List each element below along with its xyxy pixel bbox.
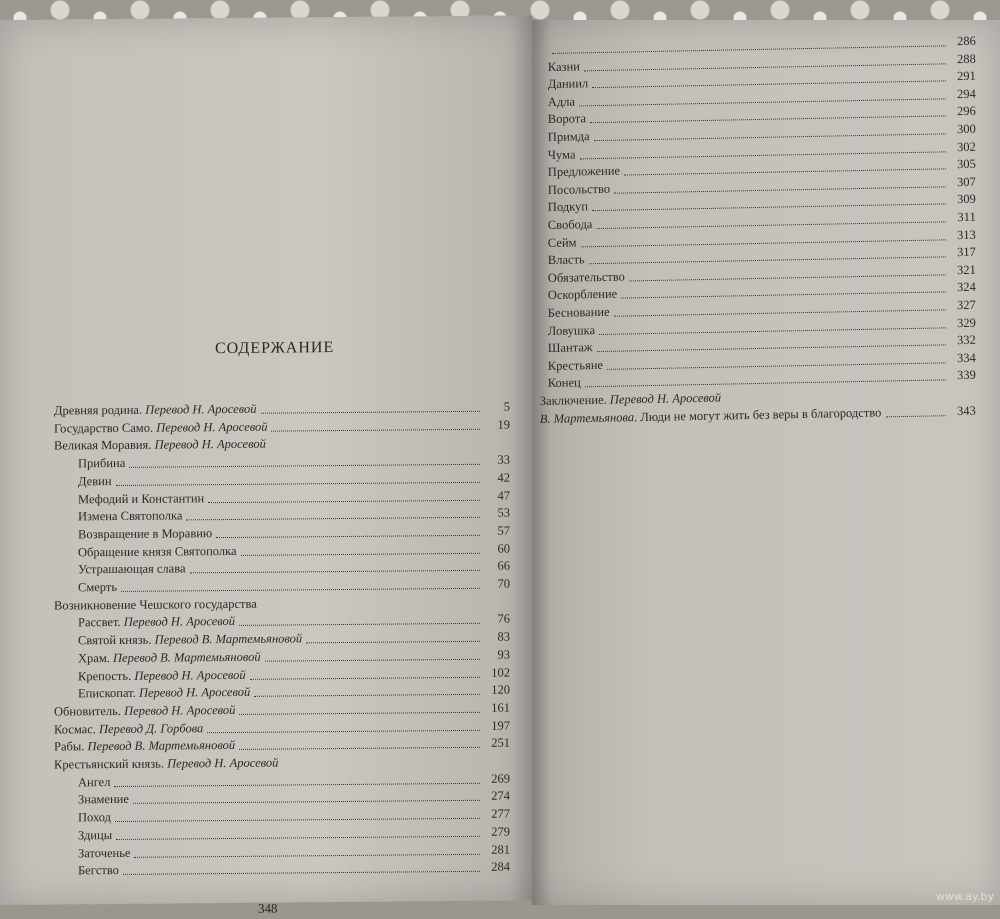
toc-leader-dots — [114, 781, 480, 786]
toc-chapter-name: Храм. — [78, 651, 113, 665]
toc-page-number: 281 — [484, 842, 510, 857]
toc-page-number: 161 — [484, 700, 510, 715]
toc-entry — [78, 470, 510, 489]
toc-entry-title — [78, 580, 117, 595]
toc-leader-dots — [885, 414, 945, 417]
toc-page-number: 277 — [484, 807, 510, 822]
toc-leader-dots — [596, 220, 945, 229]
toc-translator: В. Мартемьянова — [540, 410, 635, 426]
watermark: www.ay.by — [936, 890, 994, 903]
toc-entry — [78, 630, 510, 649]
right-page — [532, 20, 1000, 905]
toc-chapter-name: Примда — [548, 129, 590, 144]
toc-entry — [78, 488, 510, 507]
toc-leader-dots — [614, 185, 946, 193]
toc-chapter-name: Поход — [78, 810, 111, 824]
toc-translator: Перевод Н. Аросевой — [124, 614, 235, 629]
toc-translator: Перевод Н. Аросевой — [134, 667, 245, 682]
toc-chapter-name: Смерть — [78, 580, 117, 594]
toc-entry-title — [54, 703, 235, 720]
toc-entry-title — [548, 76, 589, 92]
toc-leader-dots — [241, 551, 480, 555]
toc-chapter-name: Космас. — [54, 722, 99, 736]
toc-entry — [78, 789, 510, 808]
toc-entry-title — [54, 721, 203, 737]
toc-entry-title — [548, 59, 580, 75]
toc-translator: Перевод Н. Аросевой — [139, 685, 250, 700]
toc-entry — [78, 807, 510, 826]
toc-entry — [54, 435, 510, 454]
toc-page-number: 327 — [950, 298, 976, 313]
toc-leader-dots — [624, 168, 946, 176]
toc-chapter-name: Возвращение в Моравию — [78, 526, 212, 541]
toc-chapter-name: Власть — [548, 252, 585, 267]
toc-entry-title — [78, 845, 130, 860]
toc-leader-dots — [725, 397, 946, 402]
toc-chapter-name: Беснование — [548, 305, 610, 320]
toc-chapter-name: Рабы. — [54, 740, 88, 754]
toc-chapter-name: Древняя родина. — [54, 403, 145, 418]
toc-leader-dots — [306, 640, 480, 644]
toc-translator: Перевод В. Мартемьяновой — [113, 650, 261, 665]
toc-chapter-name: Ворота — [548, 112, 586, 127]
toc-page-number: 251 — [484, 736, 510, 751]
toc-chapter-name: Бегство — [78, 863, 119, 877]
toc-entry — [78, 665, 510, 684]
toc-chapter-name: Заключение. — [540, 393, 610, 408]
toc-entry — [78, 612, 510, 631]
toc-leader-dots — [589, 256, 946, 265]
toc-entry-title — [78, 614, 235, 630]
toc-page-number: 300 — [950, 122, 976, 137]
toc-page-number: 329 — [950, 315, 976, 330]
toc-entry-title — [54, 437, 266, 454]
toc-leader-dots — [116, 481, 480, 486]
toc-entry-title — [78, 631, 302, 648]
toc-translator: Перевод Н. Аросевой — [167, 756, 278, 771]
toc-entry-title — [78, 685, 250, 702]
toc-chapter-name: Возникновение Чешского государства — [54, 596, 257, 612]
toc-page-number: 60 — [484, 541, 510, 556]
toc-entry-title — [548, 340, 593, 356]
toc-entry-title — [78, 526, 212, 542]
toc-entry — [54, 754, 510, 773]
toc-page-number: 57 — [484, 523, 510, 538]
toc-entry-title — [540, 391, 722, 409]
toc-entry-title — [548, 200, 588, 216]
toc-chapter-name: Измена Святополка — [78, 509, 182, 524]
toc-entry-title — [548, 112, 586, 128]
toc-chapter-name: Казни — [548, 59, 580, 74]
toc-page-number: 53 — [484, 506, 510, 521]
toc-leader-dots — [261, 605, 480, 608]
toc-chapter-name: Обращение князя Святополка — [78, 544, 237, 559]
toc-chapter-name: Посольство — [548, 182, 611, 197]
toc-entry-title — [548, 252, 585, 268]
toc-page-number: 93 — [484, 647, 510, 662]
toc-leader-dots — [270, 446, 480, 449]
toc-translator: Перевод Д. Горбова — [99, 721, 203, 736]
toc-page-number: 317 — [950, 245, 976, 260]
toc-chapter-name: Епископат. — [78, 686, 139, 701]
toc-entry-title — [548, 182, 611, 198]
toc-page-number: 313 — [950, 227, 976, 242]
toc-page-number: 343 — [950, 403, 976, 418]
toc-chapter-name: Ловушка — [548, 323, 595, 338]
toc-entry-title — [78, 863, 119, 878]
toc-entry-title — [548, 147, 576, 163]
toc-leader-dots — [597, 344, 946, 353]
toc-page-number: 291 — [950, 69, 976, 84]
toc-leader-dots — [116, 835, 480, 840]
toc-leader-dots — [133, 799, 480, 804]
toc-chapter-name: Великая Моравия. — [54, 438, 155, 453]
toc-chapter-name: Адла — [548, 94, 575, 109]
toc-entry — [54, 417, 510, 436]
toc-entry — [78, 577, 510, 596]
toc-page-number: 120 — [484, 683, 510, 698]
toc-entry-title — [548, 358, 603, 374]
toc-chapter-name: Мефодий и Константин — [78, 491, 204, 506]
toc-leader-dots — [629, 273, 946, 281]
toc-leader-dots — [592, 80, 946, 89]
toc-chapter-name: Знамение — [78, 792, 129, 806]
toc-chapter-name: Предложение — [548, 164, 620, 179]
toc-leader-dots — [621, 291, 946, 299]
toc-page-number: 5 — [484, 400, 510, 415]
toc-leader-dots — [123, 870, 480, 875]
toc-page-number: 284 — [484, 860, 510, 875]
toc-leader-dots — [590, 115, 946, 124]
toc-page-number: 197 — [484, 718, 510, 733]
toc-entry-title — [548, 217, 593, 233]
toc-leader-dots — [282, 765, 480, 768]
toc-leader-dots — [186, 516, 480, 521]
toc-translator: Перевод Н. Аросевой — [610, 391, 722, 407]
toc-page-number: 305 — [950, 157, 976, 172]
toc-leader-dots — [239, 746, 480, 750]
toc-page-number: 286 — [950, 34, 976, 49]
toc-entry-title — [548, 305, 610, 321]
toc-entry — [54, 736, 510, 755]
toc-entry-title — [54, 738, 235, 755]
toc-chapter-name: Обновитель. — [54, 704, 124, 719]
toc-entry-title — [78, 544, 237, 560]
toc-translator: Перевод В. Мартемьяновой — [155, 631, 303, 646]
toc-page-number: 269 — [484, 771, 510, 786]
toc-page-number: 33 — [484, 453, 510, 468]
toc-page-number: 279 — [484, 824, 510, 839]
toc-page-number: 83 — [484, 630, 510, 645]
toc-entry-title — [54, 756, 278, 773]
toc-translator: Перевод В. Мартемьяновой — [88, 738, 236, 753]
toc-entry-title — [54, 419, 267, 436]
toc-chapter-name: . Люди не могут жить без веры в благородство — [634, 405, 882, 424]
toc-page-number: 307 — [950, 175, 976, 190]
toc-entry — [78, 842, 510, 861]
toc-leader-dots — [261, 410, 481, 414]
toc-entry — [54, 700, 510, 719]
toc-leader-dots — [592, 203, 946, 212]
toc-entry — [78, 541, 510, 560]
toc-page-number: 66 — [484, 559, 510, 574]
page-number: 348 — [258, 901, 278, 917]
toc-leader-dots — [614, 308, 946, 316]
toc-page-number: 302 — [950, 139, 976, 154]
toc-entry-title — [548, 235, 577, 251]
toc-leader-dots — [271, 427, 480, 431]
toc-chapter-name: Оскорбление — [548, 287, 618, 302]
toc-leader-dots — [250, 675, 480, 679]
toc-chapter-name: Чума — [548, 147, 576, 162]
toc-leader-dots — [208, 498, 480, 502]
toc-entry-title — [78, 474, 112, 489]
toc-entry-title — [78, 667, 246, 683]
toc-page-number: 321 — [950, 263, 976, 278]
toc-entry-title — [78, 562, 186, 578]
toc-chapter-name: Крестьянский князь. — [54, 757, 167, 772]
toc-chapter-name: Крестьяне — [548, 358, 603, 373]
toc-entry — [78, 453, 510, 472]
toc-entry — [78, 523, 510, 542]
toc-entry-title — [548, 287, 618, 303]
toc-page-number: 334 — [950, 351, 976, 366]
toc-page-number: 70 — [484, 577, 510, 592]
toc-chapter-name: Крепость. — [78, 668, 134, 682]
toc-page-number: 296 — [950, 104, 976, 119]
toc-entry-title — [548, 323, 595, 339]
toc-chapter-name: Заточенье — [78, 845, 130, 859]
toc-page-number: 294 — [950, 87, 976, 102]
toc-translator: Перевод Н. Аросевой — [145, 402, 256, 417]
toc-entry-title — [78, 792, 129, 807]
toc-entry — [78, 824, 510, 843]
toc-leader-dots — [129, 463, 480, 468]
toc-leader-dots — [254, 693, 480, 697]
toc-page-number: 332 — [950, 333, 976, 348]
toc-chapter-name: Обязательство — [548, 269, 625, 284]
toc-entry-title — [78, 828, 112, 843]
toc-page-number: 102 — [484, 665, 510, 680]
toc-entry — [78, 771, 510, 790]
toc-entry-title — [540, 405, 882, 427]
toc-page-number: 274 — [484, 789, 510, 804]
toc-entry-title — [548, 269, 625, 285]
toc-entry — [78, 506, 510, 525]
toc-leader-dots — [265, 658, 480, 662]
toc-entry-title — [78, 456, 125, 471]
toc-entry — [78, 559, 510, 578]
toc-leader-dots — [190, 569, 481, 574]
toc-leader-dots — [121, 587, 480, 592]
toc-entry-title — [78, 810, 111, 825]
toc-leader-dots — [216, 534, 480, 538]
toc-entry — [78, 860, 510, 879]
toc-page-number: 309 — [950, 192, 976, 207]
toc-entry — [54, 400, 510, 419]
toc-entry-title — [548, 376, 581, 392]
toc-chapter-name: Здицы — [78, 828, 112, 842]
toc-page-number: 324 — [950, 280, 976, 295]
toc-chapter-name: Государство Само. — [54, 420, 156, 435]
toc-entry — [78, 683, 510, 702]
toc-page-number: 42 — [484, 470, 510, 485]
toc-page-number: 47 — [484, 488, 510, 503]
toc-leader-dots — [134, 852, 480, 857]
toc-page-number: 311 — [950, 210, 976, 225]
toc-chapter-name: Прибина — [78, 456, 125, 470]
toc-entry — [54, 718, 510, 737]
toc-page-number: 76 — [484, 612, 510, 627]
toc-page-number: 288 — [950, 51, 976, 66]
toc-chapter-name: Свобода — [548, 217, 593, 232]
toc-chapter-name: Шантаж — [548, 340, 593, 355]
toc-chapter-name: Даниил — [548, 76, 589, 91]
toc-entry-title — [54, 402, 257, 419]
toc-leader-dots — [207, 728, 480, 732]
toc-page-number: 339 — [950, 368, 976, 383]
toc-chapter-name: Ангел — [78, 775, 110, 789]
toc-chapter-name: Конец — [548, 376, 581, 391]
toc-chapter-name: Сейм — [548, 235, 577, 250]
contents-heading: СОДЕРЖАНИЕ — [215, 339, 334, 358]
toc-translator: Перевод Н. Аросевой — [155, 437, 266, 452]
toc-entry-title — [78, 509, 182, 525]
toc-chapter-name: Устрашающая слава — [78, 562, 186, 577]
toc-entry — [78, 647, 510, 666]
toc-entry-title — [54, 596, 257, 613]
toc-entry — [54, 594, 510, 613]
toc-translator: Перевод Н. Аросевой — [156, 419, 267, 434]
toc-entry-title — [548, 129, 590, 145]
toc-entry-title — [78, 491, 204, 507]
toc-leader-dots — [115, 817, 480, 822]
toc-leader-dots — [599, 326, 946, 335]
toc-translator: Перевод Н. Аросевой — [124, 703, 235, 718]
toc-page-number: 19 — [484, 417, 510, 432]
toc-chapter-name: Святой князь. — [78, 633, 155, 648]
toc-leader-dots — [239, 711, 480, 715]
toc-chapter-name: Девин — [78, 474, 112, 488]
toc-chapter-name: Рассвет. — [78, 615, 124, 629]
toc-leader-dots — [594, 132, 946, 141]
toc-entry-title — [548, 94, 575, 110]
left-page — [0, 15, 532, 905]
toc-leader-dots — [239, 622, 480, 626]
toc-entry-title — [78, 775, 110, 790]
toc-entry-title — [548, 164, 620, 180]
toc-chapter-name: Подкуп — [548, 200, 588, 215]
toc-entry-title — [78, 650, 261, 667]
